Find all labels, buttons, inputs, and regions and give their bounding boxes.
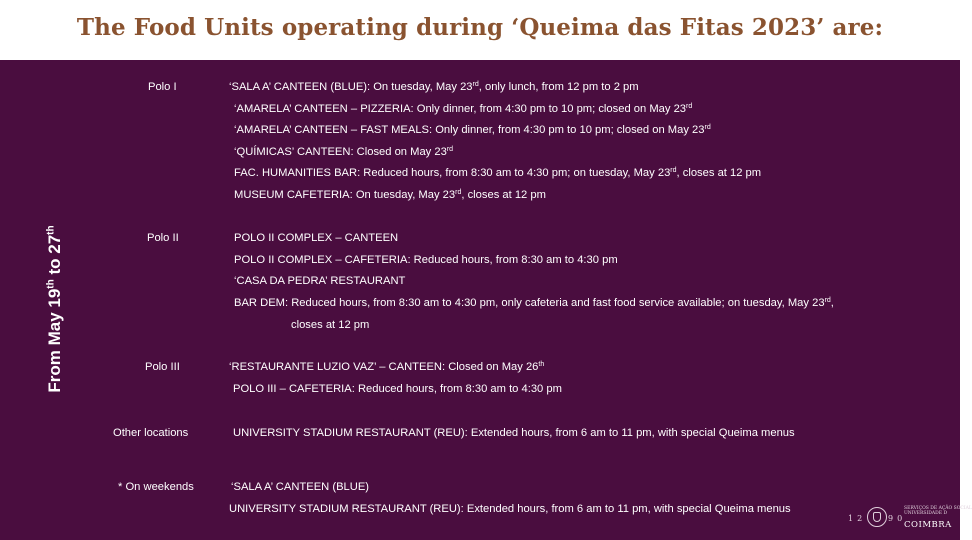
food-unit-line: UNIVERSITY STADIUM RESTAURANT (REU): Extended hours, from 6 am to 11 pm, with special Queima menus [233, 427, 795, 439]
food-unit-line: closes at 12 pm [291, 319, 370, 331]
group-label: Polo I [148, 81, 177, 93]
university-logo [848, 506, 972, 532]
logo-year-right: 90 [888, 514, 907, 523]
food-unit-line: ‘QUÍMICAS’ CANTEEN: Closed on May 23rd [234, 146, 454, 158]
group-label: Polo II [147, 232, 179, 244]
food-unit-line: ‘SALA A’ CANTEEN (BLUE): On tuesday, May 23rd, only lunch, from 12 pm to 2 pm [229, 81, 639, 93]
logo-name: COIMBRA [904, 520, 952, 530]
university-seal-icon [867, 507, 887, 527]
food-unit-line: POLO II COMPLEX – CAFETERIA: Reduced hours, from 8:30 am to 4:30 pm [234, 254, 618, 266]
group-label: Other locations [113, 427, 189, 439]
page-title: The Food Units operating during ‘Queima das Fitas 2023’ are: [76, 14, 884, 41]
food-unit-line: ‘AMARELA’ CANTEEN – PIZZERIA: Only dinner, from 4:30 pm to 10 pm; closed on May 23rd [234, 103, 693, 115]
logo-year-left: 12 [848, 514, 867, 523]
food-unit-line: ‘CASA DA PEDRA’ RESTAURANT [234, 275, 406, 287]
food-unit-line: MUSEUM CAFETERIA: On tuesday, May 23rd, closes at 12 pm [234, 189, 546, 201]
food-unit-line: UNIVERSITY STADIUM RESTAURANT (REU): Extended hours, from 6 am to 11 pm, with special Queima menus [229, 503, 791, 515]
food-unit-line: ‘SALA A’ CANTEEN (BLUE) [231, 481, 370, 493]
food-unit-line: POLO II COMPLEX – CANTEEN [234, 232, 399, 244]
food-unit-line: ‘RESTAURANTE LUZIO VAZ’ – CANTEEN: Closed on May 26th [229, 361, 545, 373]
food-unit-line: FAC. HUMANITIES BAR: Reduced hours, from 8:30 am to 4:30 pm; on tuesday, May 23rd, closes at 12 pm [234, 167, 762, 179]
group-label: Polo III [145, 361, 180, 373]
header-bar [0, 0, 960, 60]
group-label: * On weekends [118, 481, 194, 493]
food-unit-line: POLO III – CAFETERIA: Reduced hours, from 8:30 am to 4:30 pm [233, 383, 562, 395]
food-unit-line: BAR DEM: Reduced hours, from 8:30 am to 4:30 pm, only cafeteria and fast food service available; on tuesday, May 23rd, [234, 297, 834, 309]
logo-small-text: SERVIÇOS DE AÇÃO SOCIAL UNIVERSIDADE D [904, 506, 972, 516]
food-unit-line: ‘AMARELA’ CANTEEN – FAST MEALS: Only dinner, from 4:30 pm to 10 pm; closed on May 23rd [234, 124, 711, 136]
period-label: From May 19th to 27th [45, 225, 64, 393]
